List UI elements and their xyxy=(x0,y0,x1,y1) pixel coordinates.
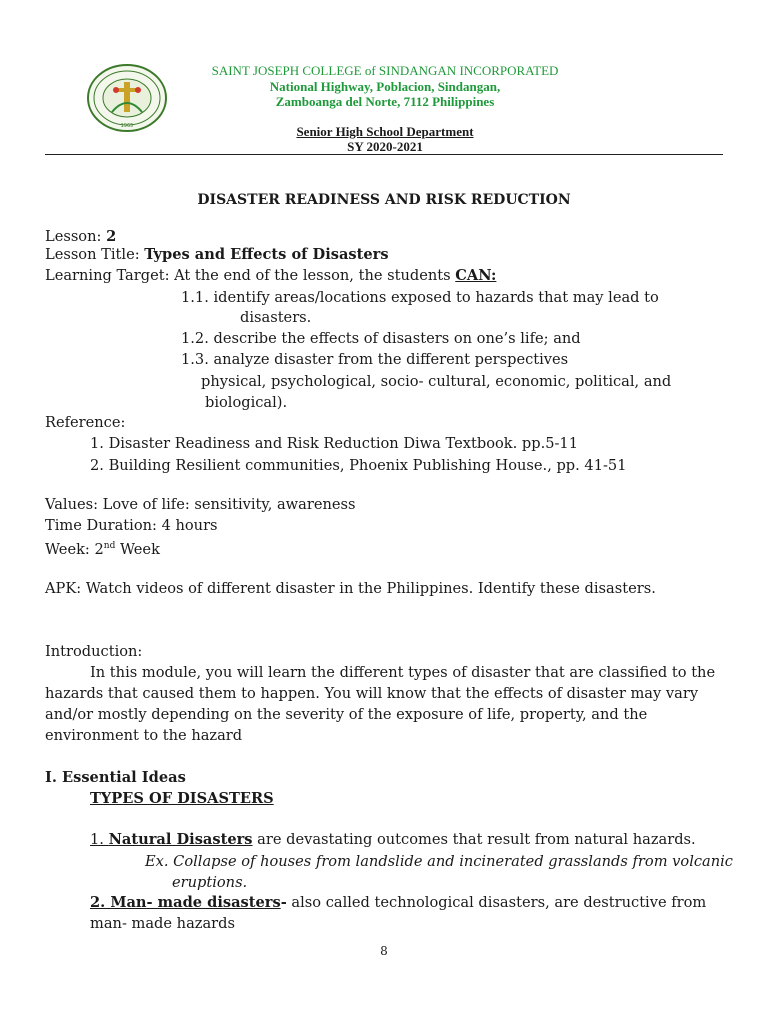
address-line-2: Zamboanga del Norte, 7112 Philippines xyxy=(275,94,495,109)
address-line-1: National Highway, Poblacion, Sindangan, xyxy=(269,79,501,94)
lesson-number-line: Lesson: 2 xyxy=(45,228,117,245)
target-item: 1.1. identify areas/locations exposed to hazards that may lead to xyxy=(181,289,659,306)
example-line: eruptions. xyxy=(172,874,248,891)
apk-line: APK: Watch videos of different disaster in the Philippines. Identify these disasters. xyxy=(45,580,656,597)
introduction-text: hazards that caused them to happen. You will know that the effects of disaster may vary xyxy=(45,685,699,702)
lesson-title-line: Lesson Title: Types and Effects of Disasters xyxy=(45,246,389,263)
week-line: Week: 2nd Week xyxy=(45,540,160,558)
reference-item: 1. Disaster Readiness and Risk Reduction Diwa Textbook. pp.5-11 xyxy=(90,435,578,452)
college-seal-logo xyxy=(86,64,168,132)
introduction-text: environment to the hazard xyxy=(45,727,243,744)
target-item: 1.3. analyze disaster from the different perspectives xyxy=(181,351,569,368)
introduction-text: In this module, you will learn the different types of disaster that are classified to the xyxy=(90,664,716,681)
introduction-label: Introduction: xyxy=(45,643,143,660)
learning-target-line: Learning Target: At the end of the lesson, the students CAN: xyxy=(45,267,497,284)
svg-text:1965: 1965 xyxy=(120,123,134,129)
natural-disasters-line: 1. Natural Disasters are devastating outcomes that result from natural hazards. xyxy=(90,831,696,848)
school-year: SY 2020-2021 xyxy=(347,139,423,154)
page-number: 8 xyxy=(380,944,388,958)
reference-item: 2. Building Resilient communities, Phoenix Publishing House., pp. 41-51 xyxy=(90,457,627,474)
example-line: Ex. Collapse of houses from landslide and incinerated grasslands from volcanic xyxy=(145,853,733,870)
college-name: SAINT JOSEPH COLLEGE of SINDANGAN INCORPORATED xyxy=(211,63,559,78)
target-item: physical, psychological, socio- cultural, economic, political, and xyxy=(201,373,672,390)
values-line: Values: Love of life: sensitivity, awareness xyxy=(45,496,356,513)
target-item: 1.2. describe the effects of disasters on one’s life; and xyxy=(181,330,581,347)
manmade-disasters-line-2: man- made hazards xyxy=(90,915,235,932)
document-title: DISASTER READINESS AND RISK REDUCTION xyxy=(197,192,571,208)
duration-line: Time Duration: 4 hours xyxy=(45,517,218,534)
department-label: Senior High School Department xyxy=(296,124,474,139)
target-item: disasters. xyxy=(240,309,312,326)
introduction-text: and/or mostly depending on the severity of the exposure of life, property, and the xyxy=(45,706,648,723)
manmade-disasters-line: 2. Man- made disasters- also called technological disasters, are destructive from xyxy=(90,894,707,911)
essential-ideas-heading: I. Essential Ideas xyxy=(45,769,186,786)
header-divider xyxy=(45,154,723,155)
reference-label: Reference: xyxy=(45,414,126,431)
types-of-disasters-heading: TYPES OF DISASTERS xyxy=(90,790,274,807)
target-item: biological). xyxy=(205,394,288,411)
